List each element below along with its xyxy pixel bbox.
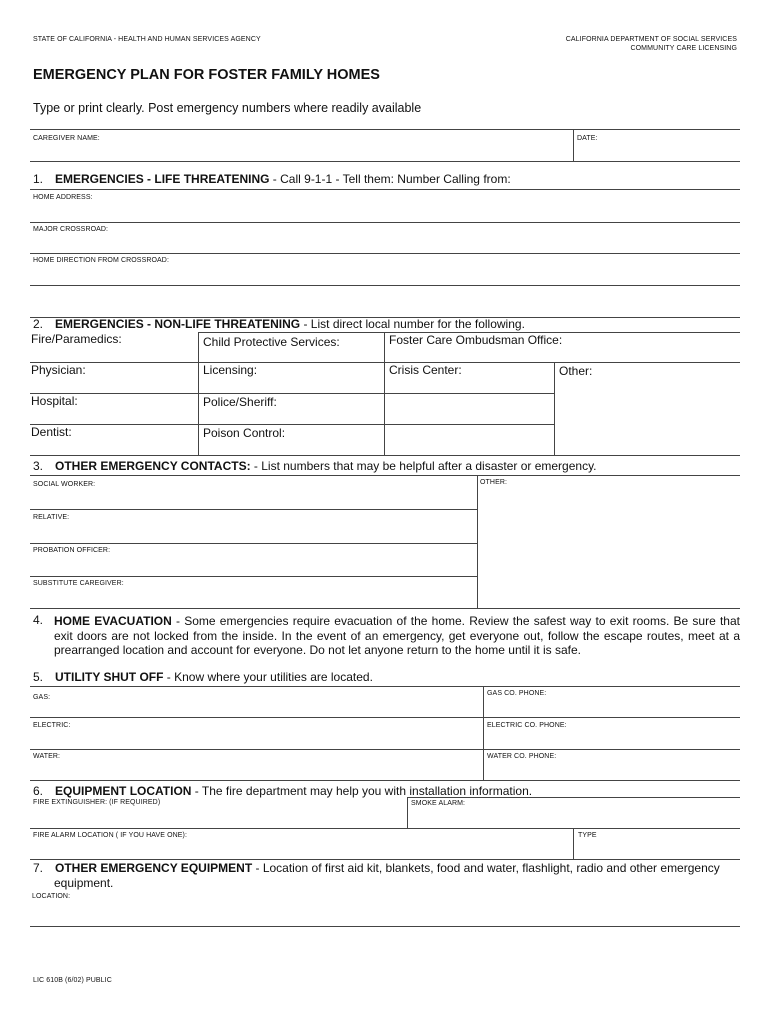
alarm-type-label: TYPE bbox=[578, 832, 597, 839]
fire-alarm-location-field[interactable] bbox=[30, 829, 573, 859]
section-2-heading bbox=[33, 318, 525, 332]
relative-label: RELATIVE: bbox=[33, 514, 70, 521]
other-label: Other: bbox=[559, 364, 593, 378]
section-description: - List direct local number for the following. bbox=[300, 317, 525, 331]
section-4-paragraph bbox=[54, 614, 740, 658]
section-7-heading bbox=[33, 862, 720, 876]
other-contacts-label: OTHER: bbox=[480, 479, 508, 486]
home-direction-label: HOME DIRECTION FROM CROSSROAD: bbox=[33, 257, 170, 264]
caregiver-name-label: CAREGIVER NAME: bbox=[33, 135, 100, 142]
divider bbox=[30, 285, 740, 286]
alarm-type-field[interactable] bbox=[574, 829, 740, 859]
water-phone-field[interactable] bbox=[484, 750, 740, 780]
poison-control-field[interactable] bbox=[199, 425, 384, 455]
section-title: EQUIPMENT LOCATION bbox=[55, 784, 192, 798]
section-title: EMERGENCIES - NON-LIFE THREATENING bbox=[55, 317, 301, 331]
department-division: COMMUNITY CARE LICENSING bbox=[630, 45, 737, 52]
other-field[interactable] bbox=[555, 363, 740, 455]
probation-officer-field[interactable] bbox=[30, 544, 477, 576]
probation-officer-label: PROBATION OFFICER: bbox=[33, 547, 111, 554]
electric-label: ELECTRIC: bbox=[33, 722, 71, 729]
gas-field[interactable] bbox=[30, 687, 483, 717]
social-worker-field[interactable] bbox=[30, 476, 477, 509]
substitute-caregiver-label: SUBSTITUTE CAREGIVER: bbox=[33, 580, 124, 587]
fire-extinguisher-field[interactable] bbox=[30, 797, 407, 828]
child-protective-services-label: Child Protective Services: bbox=[203, 335, 340, 349]
gas-label: GAS: bbox=[33, 694, 51, 701]
divider bbox=[30, 455, 740, 456]
fire-extinguisher-label: FIRE EXTINGUISHER: (IF REQUIRED) bbox=[33, 799, 161, 806]
hospital-label: Hospital: bbox=[31, 394, 78, 408]
electric-phone-field[interactable] bbox=[484, 718, 740, 749]
divider bbox=[30, 161, 740, 162]
hospital-field[interactable] bbox=[30, 394, 198, 424]
electric-phone-label: ELECTRIC CO. PHONE: bbox=[487, 722, 567, 729]
home-direction-field[interactable] bbox=[30, 254, 740, 285]
department-name: CALIFORNIA DEPARTMENT OF SOCIAL SERVICES bbox=[565, 36, 737, 43]
police-sheriff-field[interactable] bbox=[199, 394, 384, 424]
fire-paramedics-label: Fire/Paramedics: bbox=[31, 332, 122, 346]
section-description: - Location of first aid kit, blankets, food and water, flashlight, radio and other emergency bbox=[252, 861, 720, 875]
section-description: - Know where your utilities are located. bbox=[163, 670, 373, 684]
gas-phone-label: GAS CO. PHONE: bbox=[487, 690, 547, 697]
date-label: DATE: bbox=[577, 135, 598, 142]
home-address-field[interactable] bbox=[30, 190, 740, 222]
form-number: LIC 610B (6/02) PUBLIC bbox=[33, 977, 112, 984]
caregiver-name-field[interactable] bbox=[30, 130, 573, 161]
section-title: UTILITY SHUT OFF bbox=[55, 670, 164, 684]
section-description: - The fire department may help you with installation information. bbox=[191, 784, 533, 798]
blank-field-row3[interactable] bbox=[385, 394, 554, 424]
water-field[interactable] bbox=[30, 750, 483, 780]
major-crossroad-label: MAJOR CROSSROAD: bbox=[33, 226, 109, 233]
home-address-label: HOME ADDRESS: bbox=[33, 194, 93, 201]
substitute-caregiver-field[interactable] bbox=[30, 577, 477, 608]
dentist-label: Dentist: bbox=[31, 425, 72, 439]
section-title: EMERGENCIES - LIFE THREATENING bbox=[55, 172, 270, 186]
fire-alarm-location-label: FIRE ALARM LOCATION ( IF YOU HAVE ONE): bbox=[33, 832, 188, 839]
divider bbox=[30, 859, 740, 860]
smoke-alarm-label: SMOKE ALARM: bbox=[411, 800, 466, 807]
other-contacts-field[interactable] bbox=[478, 476, 740, 608]
divider bbox=[30, 608, 740, 609]
section-number: 5. bbox=[33, 670, 44, 684]
page-subtitle: Type or print clearly. Post emergency numbers where readily available bbox=[33, 101, 422, 115]
section-description: - Some emergencies require evacuation of the home. Review the safest way to exit rooms. Be sure that exit doors are not locked from the inside. In the event of an emergency, get everyone out, follow the escape routes, meet at a prearranged location and account for everyone. Do not let anyone return to the home until it is safe. bbox=[54, 614, 740, 657]
agency-name: STATE OF CALIFORNIA - HEALTH AND HUMAN SERVICES AGENCY bbox=[33, 36, 261, 43]
poison-control-label: Poison Control: bbox=[203, 426, 286, 440]
section-1-heading bbox=[33, 173, 511, 187]
section-title: OTHER EMERGENCY EQUIPMENT bbox=[55, 861, 253, 875]
section-number: 2. bbox=[33, 317, 44, 331]
section-number: 1. bbox=[33, 172, 44, 186]
fire-paramedics-field[interactable] bbox=[30, 332, 198, 362]
equipment-location-label: LOCATION: bbox=[32, 893, 71, 900]
ombudsman-label: Foster Care Ombudsman Office: bbox=[389, 333, 563, 347]
water-phone-label: WATER CO. PHONE: bbox=[487, 753, 557, 760]
equipment-location-field[interactable] bbox=[30, 891, 740, 926]
licensing-field[interactable] bbox=[199, 363, 384, 393]
section-7-continuation: equipment. bbox=[54, 876, 114, 890]
section-title: OTHER EMERGENCY CONTACTS: bbox=[55, 459, 251, 473]
section-number: 7. bbox=[33, 861, 44, 875]
divider bbox=[30, 926, 740, 927]
section-number: 6. bbox=[33, 784, 44, 798]
section-3-heading bbox=[33, 460, 597, 474]
physician-field[interactable] bbox=[30, 363, 198, 393]
child-protective-services-field[interactable] bbox=[199, 333, 384, 362]
major-crossroad-field[interactable] bbox=[30, 223, 740, 253]
crisis-center-label: Crisis Center: bbox=[389, 363, 462, 377]
smoke-alarm-field[interactable] bbox=[408, 798, 740, 828]
dentist-field[interactable] bbox=[30, 425, 198, 455]
blank-field-row4[interactable] bbox=[385, 425, 554, 455]
page-title: EMERGENCY PLAN FOR FOSTER FAMILY HOMES bbox=[33, 67, 380, 83]
section-title: HOME EVACUATION bbox=[54, 614, 172, 628]
section-description: - List numbers that may be helpful after a disaster or emergency. bbox=[250, 459, 597, 473]
section-description: - Call 9-1-1 - Tell them: Number Calling from: bbox=[269, 172, 511, 186]
relative-field[interactable] bbox=[30, 510, 477, 543]
licensing-label: Licensing: bbox=[203, 363, 258, 377]
electric-field[interactable] bbox=[30, 718, 483, 749]
water-label: WATER: bbox=[33, 753, 61, 760]
section-5-heading bbox=[33, 671, 373, 685]
ombudsman-field[interactable] bbox=[385, 333, 740, 362]
gas-phone-field[interactable] bbox=[484, 687, 740, 717]
crisis-center-field[interactable] bbox=[385, 363, 554, 393]
physician-label: Physician: bbox=[31, 363, 86, 377]
divider bbox=[30, 780, 740, 781]
police-sheriff-label: Police/Sheriff: bbox=[203, 395, 277, 409]
section-number: 3. bbox=[33, 459, 44, 473]
section-number: 4. bbox=[33, 613, 44, 627]
date-field[interactable] bbox=[574, 130, 740, 161]
social-worker-label: SOCIAL WORKER: bbox=[33, 481, 96, 488]
